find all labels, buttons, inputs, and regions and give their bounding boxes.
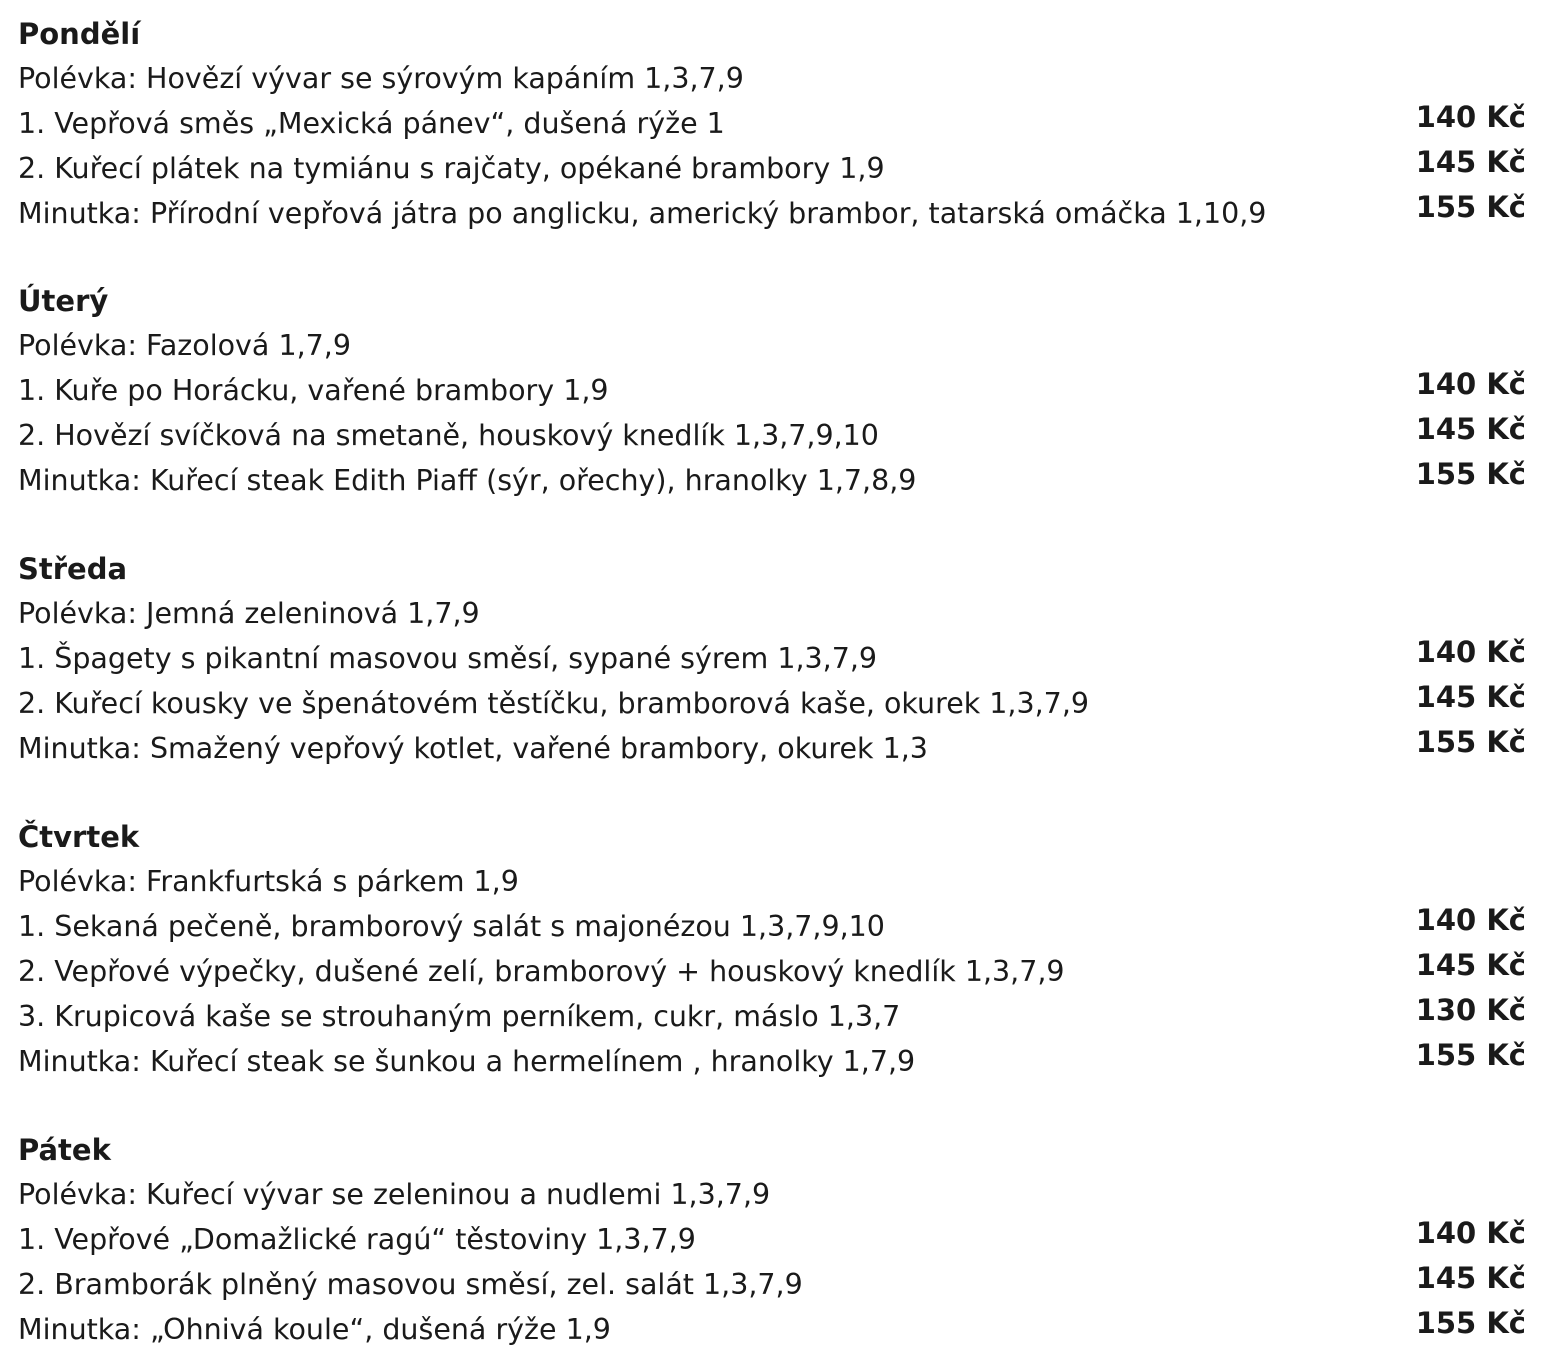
menu-item-price: 140 Kč bbox=[1415, 100, 1526, 134]
menu-item-text: Minutka: Přírodní vepřová játra po anglicku, americký brambor, tatarská omáčka 1,10,9 bbox=[18, 197, 1267, 230]
menu-item-row bbox=[18, 726, 1526, 771]
menu-item-text: 1. Vepřová směs „Mexická pánev“, dušená rýže 1 bbox=[18, 107, 725, 140]
menu-item-price: 155 Kč bbox=[1415, 1306, 1526, 1340]
menu-item-row bbox=[18, 1307, 1526, 1352]
menu-item-row bbox=[18, 413, 1526, 458]
day-section-friday bbox=[18, 1128, 1526, 1352]
menu-item-price: 140 Kč bbox=[1415, 635, 1526, 669]
menu-item-price: 140 Kč bbox=[1415, 903, 1526, 937]
menu-item-row bbox=[18, 458, 1526, 503]
menu-item-row bbox=[18, 994, 1526, 1039]
menu-item-text: Minutka: Smažený vepřový kotlet, vařené brambory, okurek 1,3 bbox=[18, 732, 928, 765]
day-section-wednesday bbox=[18, 547, 1526, 771]
menu-item-text: 2. Bramborák plněný masovou směsí, zel. salát 1,3,7,9 bbox=[18, 1268, 803, 1301]
menu-item-text: 2. Kuřecí plátek na tymiánu s rajčaty, opékané brambory 1,9 bbox=[18, 152, 885, 185]
menu-item-text: 2. Vepřové výpečky, dušené zelí, bramborový + houskový knedlík 1,3,7,9 bbox=[18, 955, 1065, 988]
soup-row bbox=[18, 323, 1526, 368]
menu-item-price: 145 Kč bbox=[1415, 680, 1526, 714]
menu-item-price: 140 Kč bbox=[1415, 367, 1526, 401]
day-section-monday bbox=[18, 12, 1526, 236]
menu-item-row bbox=[18, 146, 1526, 191]
menu-item-text: 2. Hovězí svíčková na smetaně, houskový knedlík 1,3,7,9,10 bbox=[18, 419, 879, 452]
soup-row bbox=[18, 859, 1526, 904]
menu-item-price: 145 Kč bbox=[1415, 948, 1526, 982]
menu-item-price: 155 Kč bbox=[1415, 725, 1526, 759]
menu-item-price: 145 Kč bbox=[1415, 412, 1526, 446]
menu-item-row bbox=[18, 191, 1526, 236]
menu-item-row bbox=[18, 904, 1526, 949]
soup-text: Polévka: Kuřecí vývar se zeleninou a nudlemi 1,3,7,9 bbox=[18, 1178, 771, 1211]
soup-text: Polévka: Fazolová 1,7,9 bbox=[18, 329, 351, 362]
menu-item-text: Minutka: „Ohnivá koule“, dušená rýže 1,9 bbox=[18, 1313, 611, 1346]
day-title: Pátek bbox=[18, 1133, 111, 1167]
menu-item-row bbox=[18, 681, 1526, 726]
menu-item-row bbox=[18, 1217, 1526, 1262]
day-section-tuesday bbox=[18, 279, 1526, 503]
soup-row bbox=[18, 591, 1526, 636]
day-title: Úterý bbox=[18, 284, 109, 318]
menu-item-price: 155 Kč bbox=[1415, 1038, 1526, 1072]
soup-row bbox=[18, 56, 1526, 101]
menu-item-text: 2. Kuřecí kousky ve špenátovém těstíčku, bramborová kaše, okurek 1,3,7,9 bbox=[18, 687, 1090, 720]
menu-item-row bbox=[18, 636, 1526, 681]
menu-item-row bbox=[18, 949, 1526, 994]
day-section-thursday bbox=[18, 815, 1526, 1084]
menu-item-row bbox=[18, 101, 1526, 146]
day-title: Středa bbox=[18, 552, 128, 586]
menu-item-text: 3. Krupicová kaše se strouhaným perníkem, cukr, máslo 1,3,7 bbox=[18, 1000, 901, 1033]
menu-item-row bbox=[18, 1262, 1526, 1307]
menu-item-text: Minutka: Kuřecí steak Edith Piaff (sýr, ořechy), hranolky 1,7,8,9 bbox=[18, 464, 917, 497]
menu-item-price: 145 Kč bbox=[1415, 1261, 1526, 1295]
menu-item-price: 155 Kč bbox=[1415, 190, 1526, 224]
menu-item-row bbox=[18, 1039, 1526, 1084]
soup-row bbox=[18, 1172, 1526, 1217]
menu-item-row bbox=[18, 368, 1526, 413]
menu-item-text: 1. Kuře po Horácku, vařené brambory 1,9 bbox=[18, 374, 609, 407]
soup-text: Polévka: Hovězí vývar se sýrovým kapáním 1,3,7,9 bbox=[18, 62, 744, 95]
menu-item-text: 1. Sekaná pečeně, bramborový salát s majonézou 1,3,7,9,10 bbox=[18, 910, 885, 943]
menu-item-text: 1. Špagety s pikantní masovou směsí, sypané sýrem 1,3,7,9 bbox=[18, 642, 878, 675]
soup-text: Polévka: Jemná zeleninová 1,7,9 bbox=[18, 597, 480, 630]
soup-text: Polévka: Frankfurtská s párkem 1,9 bbox=[18, 865, 519, 898]
menu-item-price: 140 Kč bbox=[1415, 1216, 1526, 1250]
day-title: Pondělí bbox=[18, 17, 141, 51]
menu-item-price: 145 Kč bbox=[1415, 145, 1526, 179]
menu-item-price: 130 Kč bbox=[1415, 993, 1526, 1027]
menu-item-text: Minutka: Kuřecí steak se šunkou a hermelínem , hranolky 1,7,9 bbox=[18, 1045, 916, 1078]
menu-item-price: 155 Kč bbox=[1415, 457, 1526, 491]
menu-item-text: 1. Vepřové „Domažlické ragú“ těstoviny 1,3,7,9 bbox=[18, 1223, 696, 1256]
day-title: Čtvrtek bbox=[18, 820, 140, 854]
